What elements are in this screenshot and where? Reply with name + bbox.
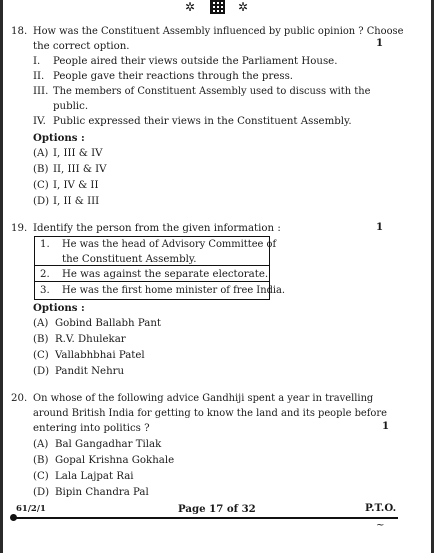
option-text: Pandit Nehru [55, 366, 125, 377]
option-label: (B) [33, 455, 49, 466]
scan-edge-left [0, 0, 3, 553]
clue-label: 1. [40, 239, 50, 250]
statement-text: People aired their views outside the Parliament House. [53, 56, 338, 67]
option-label: (D) [33, 196, 50, 207]
option-label: (C) [33, 471, 49, 482]
option-label: (D) [33, 487, 50, 498]
question-text: around British India for getting to know the land and its people before [33, 408, 387, 419]
question-text: the correct option. [33, 41, 130, 52]
marks: 1 [376, 37, 384, 49]
marks: 1 [376, 221, 384, 233]
header-ornament-right: ✲ [238, 0, 249, 14]
options-label: Options : [33, 302, 85, 314]
footer-rule [14, 517, 398, 519]
statement-text: Public expressed their views in the Constituent Assembly. [53, 116, 352, 127]
option-label: (D) [33, 366, 50, 377]
statement-text: People gave their reactions through the press. [53, 71, 294, 82]
header-ornament-left: ✲ [185, 0, 196, 14]
marks: 1 [382, 420, 390, 432]
question-text: On whose of the following advice Gandhiji spent a year in travelling [33, 393, 374, 404]
option-label: (C) [33, 180, 49, 191]
question-number: 18. [11, 26, 28, 37]
question-text: How was the Constituent Assembly influenced by public opinion ? Choose [33, 26, 404, 37]
option-text: Bipin Chandra Pal [55, 487, 149, 498]
statement-label: I. [33, 56, 41, 67]
clue-text: He was the head of Advisory Committee of [62, 239, 277, 250]
option-label: (B) [33, 164, 49, 175]
option-label: (A) [33, 148, 49, 159]
question-number: 20. [11, 393, 28, 404]
statement-label: II. [33, 71, 45, 82]
clue-text-cont: the Constituent Assembly. [62, 254, 197, 265]
question-text: entering into politics ? [33, 423, 150, 434]
question-text: Identify the person from the given information : [33, 223, 281, 234]
clue-label: 2. [40, 269, 50, 280]
option-text: II, III & IV [53, 164, 107, 175]
statement-text: The members of Constituent Assembly used to discuss with the [53, 86, 371, 97]
option-label: (B) [33, 334, 49, 345]
pto-label: P.T.O. [365, 502, 397, 514]
footer-mark: ~ [376, 520, 385, 531]
statement-label: IV. [33, 116, 46, 127]
option-label: (A) [33, 318, 49, 329]
option-label: (A) [33, 439, 49, 450]
options-label: Options : [33, 132, 85, 144]
option-text: Bal Gangadhar Tilak [55, 439, 162, 450]
option-text: Vallabhbhai Patel [55, 350, 145, 361]
option-text: I, IV & II [53, 180, 99, 191]
statement-text-cont: public. [53, 101, 89, 112]
option-text: Gobind Ballabh Pant [55, 318, 161, 329]
clue-text: He was against the separate electorate. [62, 269, 269, 280]
page-number: Page 17 of 32 [178, 503, 256, 515]
paper-code: 61/2/1 [16, 504, 46, 514]
question-number: 19. [11, 223, 28, 234]
statement-label: III. [33, 86, 49, 97]
clue-label: 3. [40, 285, 50, 296]
option-text: Gopal Krishna Gokhale [55, 455, 175, 466]
qr-code-icon [211, 0, 224, 13]
option-text: R.V. Dhulekar [55, 334, 126, 345]
option-text: Lala Lajpat Rai [55, 471, 134, 482]
option-label: (C) [33, 350, 49, 361]
clue-text: He was the first home minister of free India. [62, 285, 286, 296]
option-text: I, III & IV [53, 148, 103, 159]
option-text: I, II & III [53, 196, 100, 207]
